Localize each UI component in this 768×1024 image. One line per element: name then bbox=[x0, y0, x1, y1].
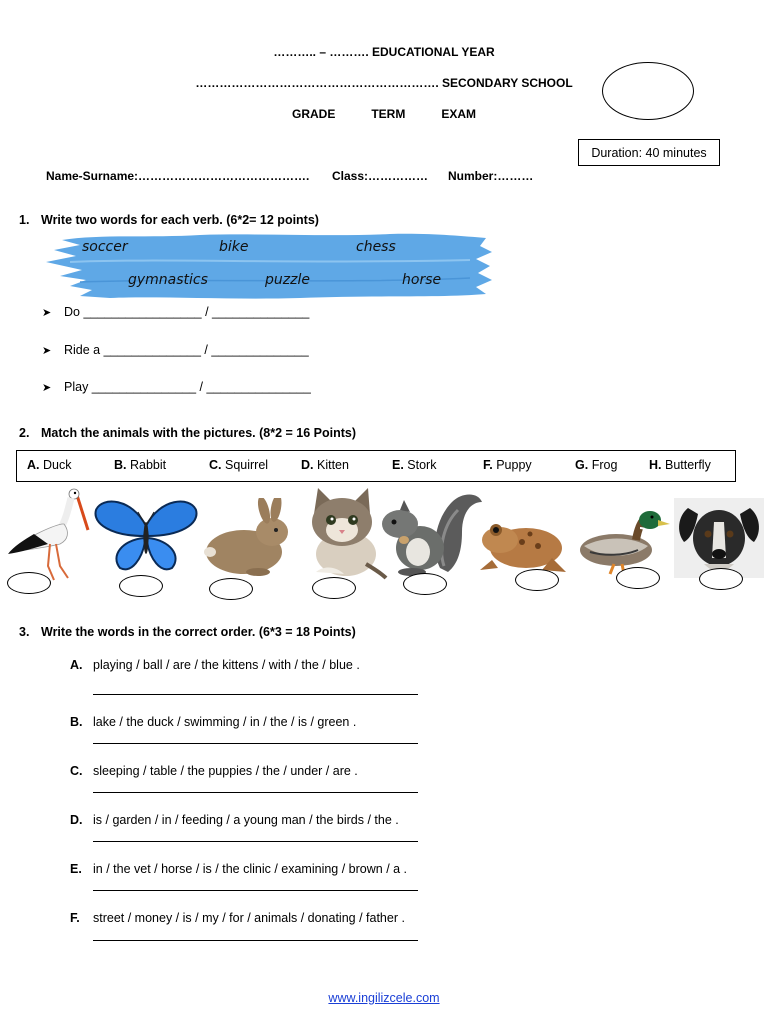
word-chess: chess bbox=[356, 239, 396, 255]
q1-number: 1. bbox=[19, 213, 30, 227]
order-item-letter: C. bbox=[70, 764, 83, 778]
answer-oval-stork[interactable] bbox=[7, 572, 51, 594]
answer-oval-butterfly[interactable] bbox=[119, 575, 163, 597]
answer-line[interactable] bbox=[93, 940, 418, 941]
order-item-letter: B. bbox=[70, 715, 83, 729]
duration-box: Duration: 40 minutes bbox=[578, 139, 720, 166]
frog-picture bbox=[472, 512, 572, 578]
order-item-letter: D. bbox=[70, 813, 83, 827]
duck-picture bbox=[574, 506, 670, 576]
number-field[interactable]: Number:……… bbox=[448, 169, 534, 183]
order-item-letter: F. bbox=[70, 911, 80, 925]
q1-item-do[interactable] bbox=[42, 305, 309, 319]
exam-label: EXAM bbox=[441, 107, 476, 121]
butterfly-picture bbox=[92, 496, 200, 576]
animal-option-puppy: F. Puppy bbox=[483, 458, 532, 472]
word-soccer: soccer bbox=[82, 239, 128, 255]
answer-oval-puppy[interactable] bbox=[699, 568, 743, 590]
animal-option-frog: G. Frog bbox=[575, 458, 618, 472]
q1-title-text: Write two words for each verb. (6*2= 12 points) bbox=[41, 213, 319, 227]
answer-oval-rabbit[interactable] bbox=[209, 578, 253, 600]
animal-option-butterfly: H. Butterfly bbox=[649, 458, 711, 472]
squirrel-picture bbox=[378, 488, 484, 578]
answer-oval-frog[interactable] bbox=[515, 569, 559, 591]
arrow-bullet-icon: ➤ bbox=[42, 307, 52, 319]
word-puzzle: puzzle bbox=[265, 272, 310, 288]
q1-item-play-text: Play _______________ / _______________ bbox=[64, 380, 311, 394]
q1-title bbox=[19, 213, 319, 227]
answer-oval-squirrel[interactable] bbox=[403, 573, 447, 595]
q3-title bbox=[19, 625, 356, 639]
answer-oval-kitten[interactable] bbox=[312, 577, 356, 599]
class-field[interactable]: Class:…………… bbox=[332, 169, 429, 183]
animal-options-box bbox=[16, 450, 736, 482]
q2-number: 2. bbox=[19, 426, 30, 440]
order-item-text: sleeping / table / the puppies / the / under / are . bbox=[93, 764, 358, 778]
answer-line[interactable] bbox=[93, 890, 418, 891]
order-item-text: is / garden / in / feeding / a young man / the birds / the . bbox=[93, 813, 399, 827]
order-item-text: in / the vet / horse / is / the clinic / examining / brown / a . bbox=[93, 862, 408, 876]
q2-title-text: Match the animals with the pictures. (8*2 = 16 Points) bbox=[41, 426, 357, 440]
word-gymnastics: gymnastics bbox=[128, 272, 208, 288]
q1-item-play[interactable] bbox=[42, 380, 311, 394]
arrow-bullet-icon: ➤ bbox=[42, 382, 52, 394]
kitten-picture bbox=[296, 484, 388, 580]
educational-year-line: ……….. – ………. EDUCATIONAL YEAR bbox=[273, 45, 495, 59]
word-bike: bike bbox=[219, 239, 249, 255]
animal-option-rabbit: B. Rabbit bbox=[114, 458, 167, 472]
order-item-text: street / money / is / my / for / animals / donating / father . bbox=[93, 911, 405, 925]
q1-item-ride[interactable] bbox=[42, 343, 309, 357]
animal-option-squirrel: C. Squirrel bbox=[209, 458, 269, 472]
order-item-text: lake / the duck / swimming / in / the / is / green . bbox=[93, 715, 357, 729]
puppy-picture bbox=[674, 498, 764, 578]
q3-title-text: Write the words in the correct order. (6*3 = 18 Points) bbox=[41, 625, 356, 639]
answer-line[interactable] bbox=[93, 694, 418, 695]
arrow-bullet-icon: ➤ bbox=[42, 345, 52, 357]
animal-option-stork: E. Stork bbox=[392, 458, 437, 472]
animal-option-kitten: D. Kitten bbox=[301, 458, 349, 472]
name-surname-field[interactable]: Name-Surname:……………………………………. bbox=[46, 169, 310, 183]
answer-line[interactable] bbox=[93, 743, 418, 744]
rabbit-picture bbox=[200, 498, 296, 578]
footer-website-link[interactable]: www.ingilizcele.com bbox=[328, 991, 440, 1005]
q3-number: 3. bbox=[19, 625, 30, 639]
word-horse: horse bbox=[402, 272, 442, 288]
q1-item-ride-text: Ride a ______________ / ______________ bbox=[64, 343, 309, 357]
animal-option-duck: A. Duck bbox=[27, 458, 72, 472]
answer-oval-duck[interactable] bbox=[616, 567, 660, 589]
stork-picture bbox=[4, 486, 90, 584]
q1-item-do-text: Do _________________ / ______________ bbox=[64, 305, 310, 319]
q2-title bbox=[19, 426, 356, 440]
answer-line[interactable] bbox=[93, 841, 418, 842]
order-item-letter: A. bbox=[70, 658, 83, 672]
order-item-text: playing / ball / are / the kittens / with / the / blue . bbox=[93, 658, 360, 672]
order-item-letter: E. bbox=[70, 862, 82, 876]
term-label: TERM bbox=[371, 107, 406, 121]
score-ellipse bbox=[602, 62, 694, 120]
school-line: ……………………………………………………. SECONDARY SCHOOL bbox=[195, 76, 573, 90]
grade-label: GRADE bbox=[291, 107, 336, 121]
answer-line[interactable] bbox=[93, 792, 418, 793]
